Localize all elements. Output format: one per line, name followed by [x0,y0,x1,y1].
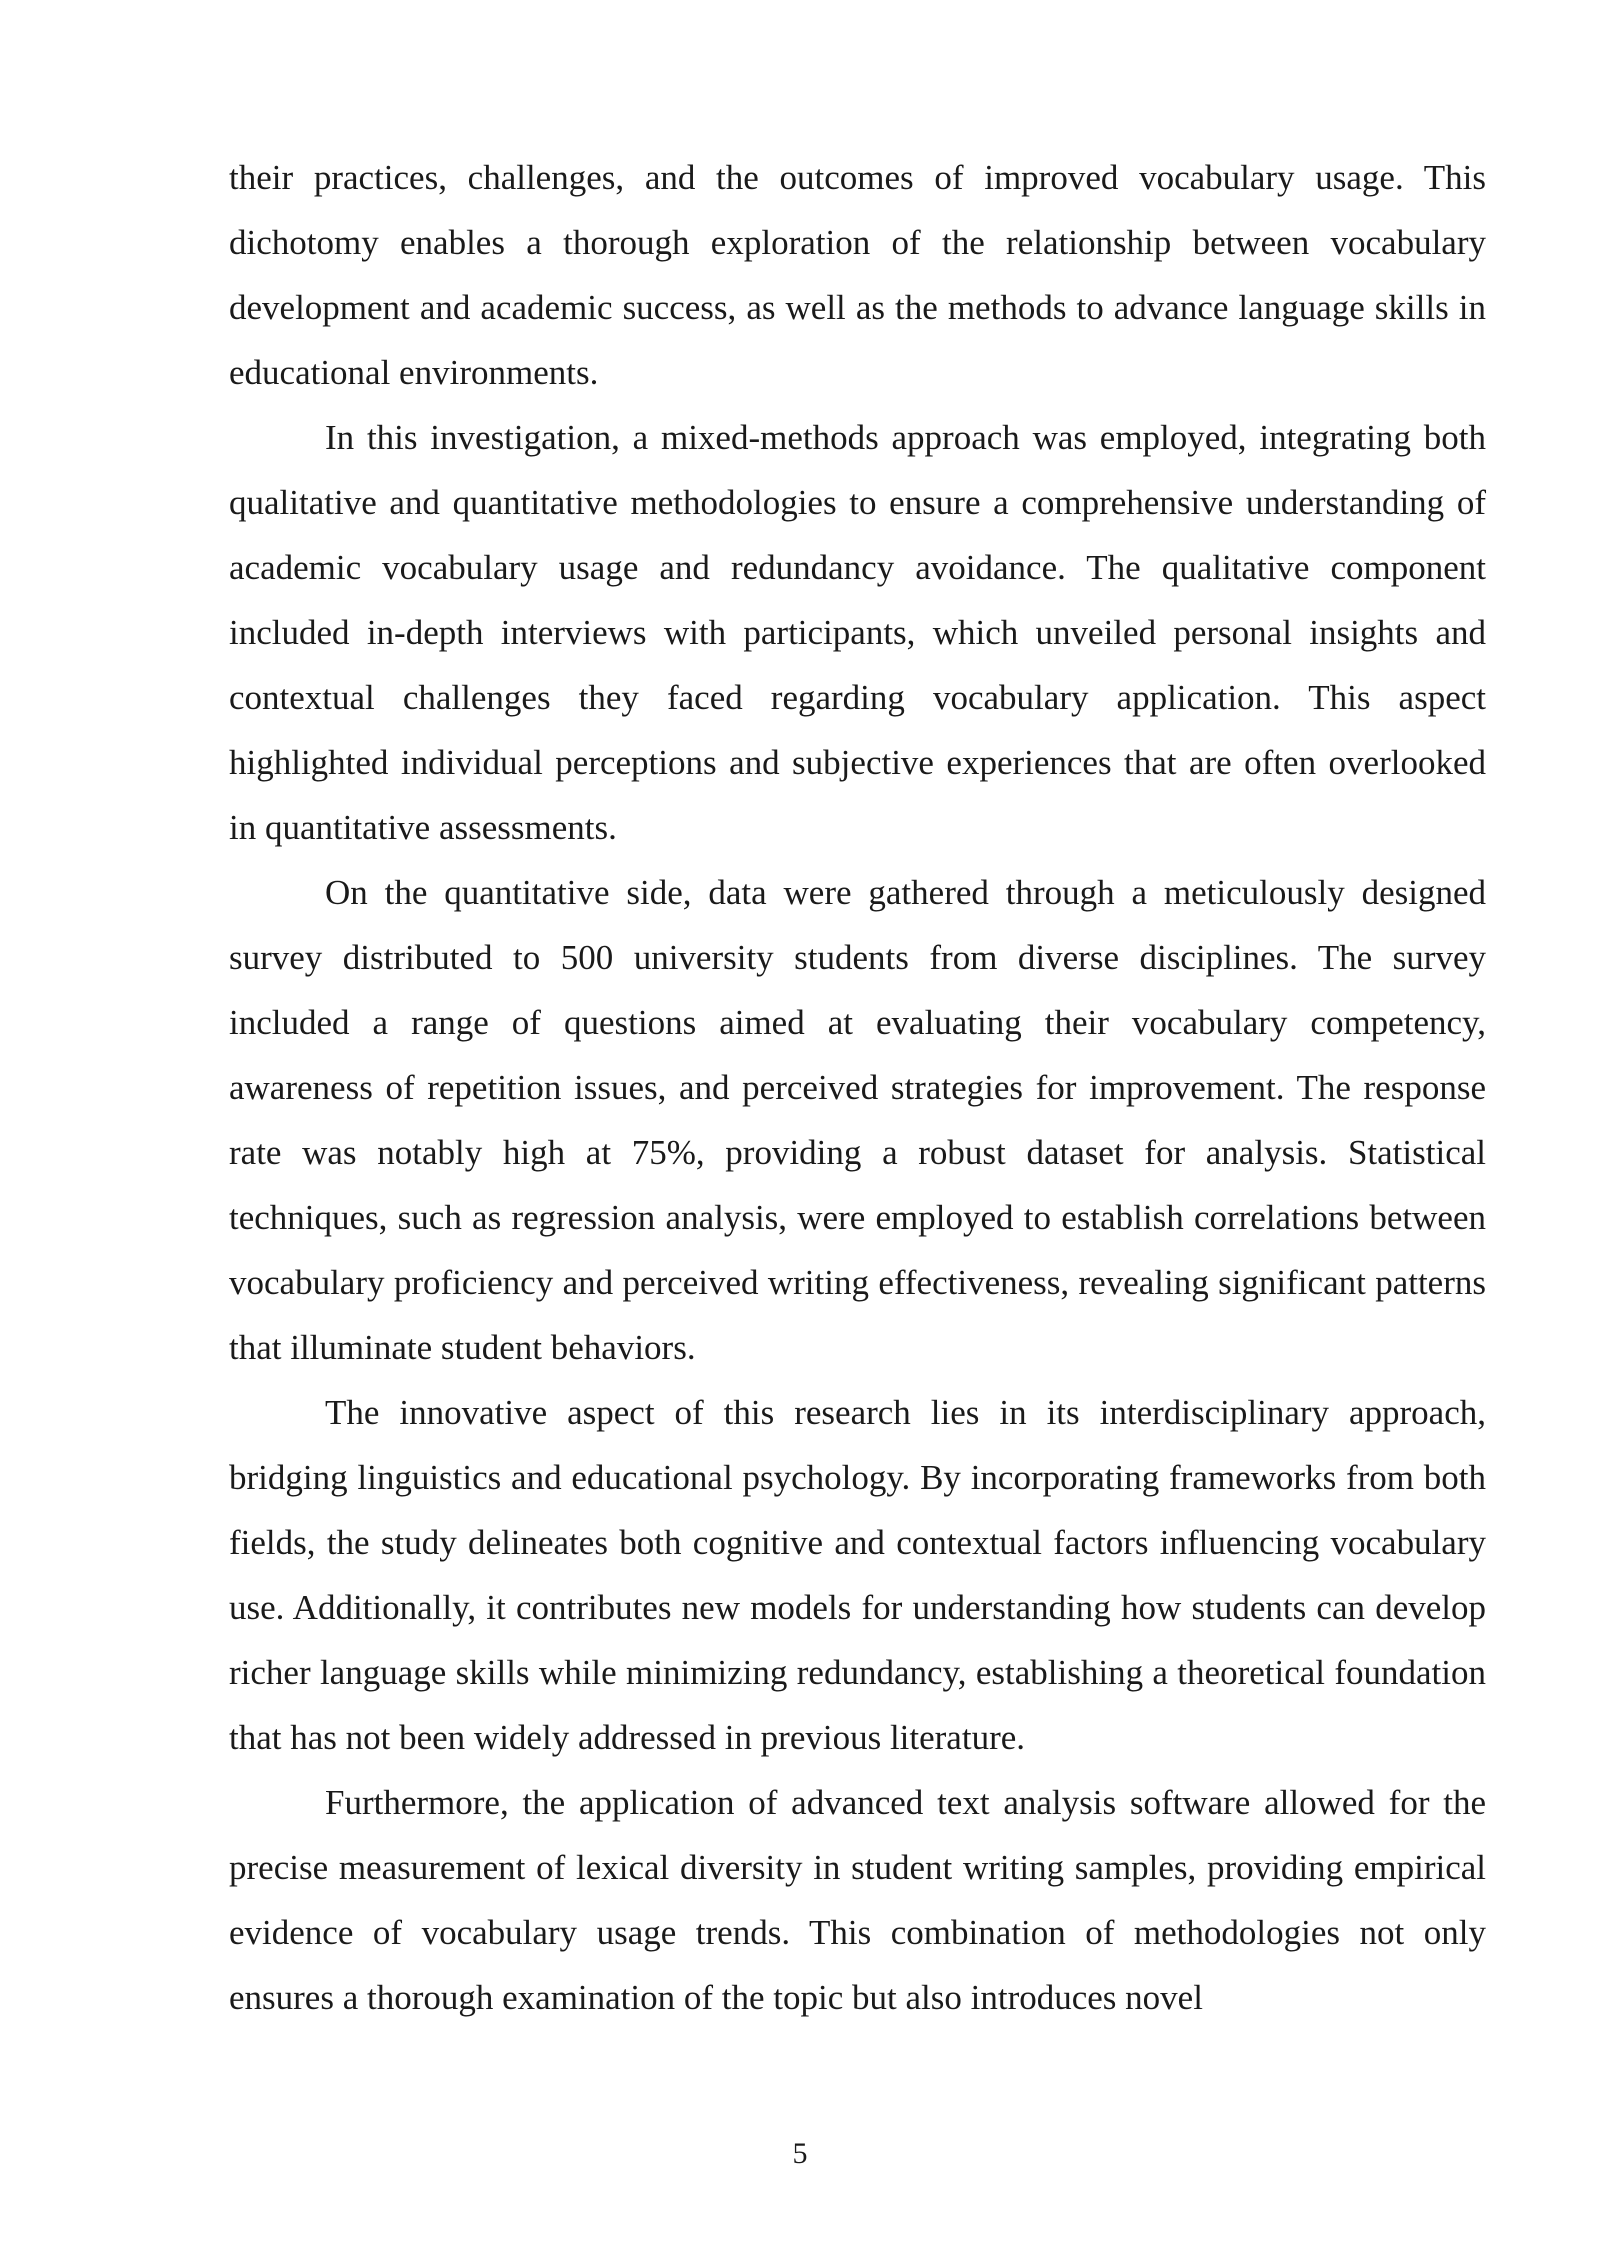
paragraph-quantitative: On the quantitative side, data were gathered through a meticulously designed survey distributed to 500 university students from diverse disciplines. The survey included a range of questions aimed at evaluating their vocabulary competency, awareness of repetition issues, and perceived strategies for improvement. The response rate was notably high at 75%, providing a robust dataset for analysis. Statistical techniques, such as regression analysis, were employed to establish correlations between vocabulary proficiency and perceived writing effectiveness, revealing significant patterns that illuminate student behaviors. [229,873,1486,1367]
paragraph-innovative-aspect: The innovative aspect of this research lies in its interdisciplinary approach, bridging linguistics and educational psychology. By incorporating frameworks from both fields, the study delineates both cognitive and contextual factors influencing vocabulary use. Additionally, it contributes new models for understanding how students can develop richer language skills while minimizing redundancy, establishing a theoretical foundation that has not been widely addressed in previous literature. [229,1393,1486,1757]
paragraph-continuation: their practices, challenges, and the outcomes of improved vocabulary usage. This dichotomy enables a thorough exploration of the relationship between vocabulary development and academic success, as well as the methods to advance language skills in educational environments. [229,158,1486,392]
body-text [229,145,1486,2030]
paragraph-mixed-methods: In this investigation, a mixed-methods approach was employed, integrating both qualitative and quantitative methodologies to ensure a comprehensive understanding of academic vocabulary usage and redundancy avoidance. The qualitative component included in-depth interviews with participants, which unveiled personal insights and contextual challenges they faced regarding vocabulary application. This aspect highlighted individual perceptions and subjective experiences that are often overlooked in quantitative assessments. [229,418,1486,847]
paragraph-text-analysis: Furthermore, the application of advanced text analysis software allowed for the precise measurement of lexical diversity in student writing samples, providing empirical evidence of vocabulary usage trends. This combination of methodologies not only ensures a thorough examination of the topic but also introduces novel [229,1783,1486,2017]
page-number: 5 [792,2137,808,2170]
